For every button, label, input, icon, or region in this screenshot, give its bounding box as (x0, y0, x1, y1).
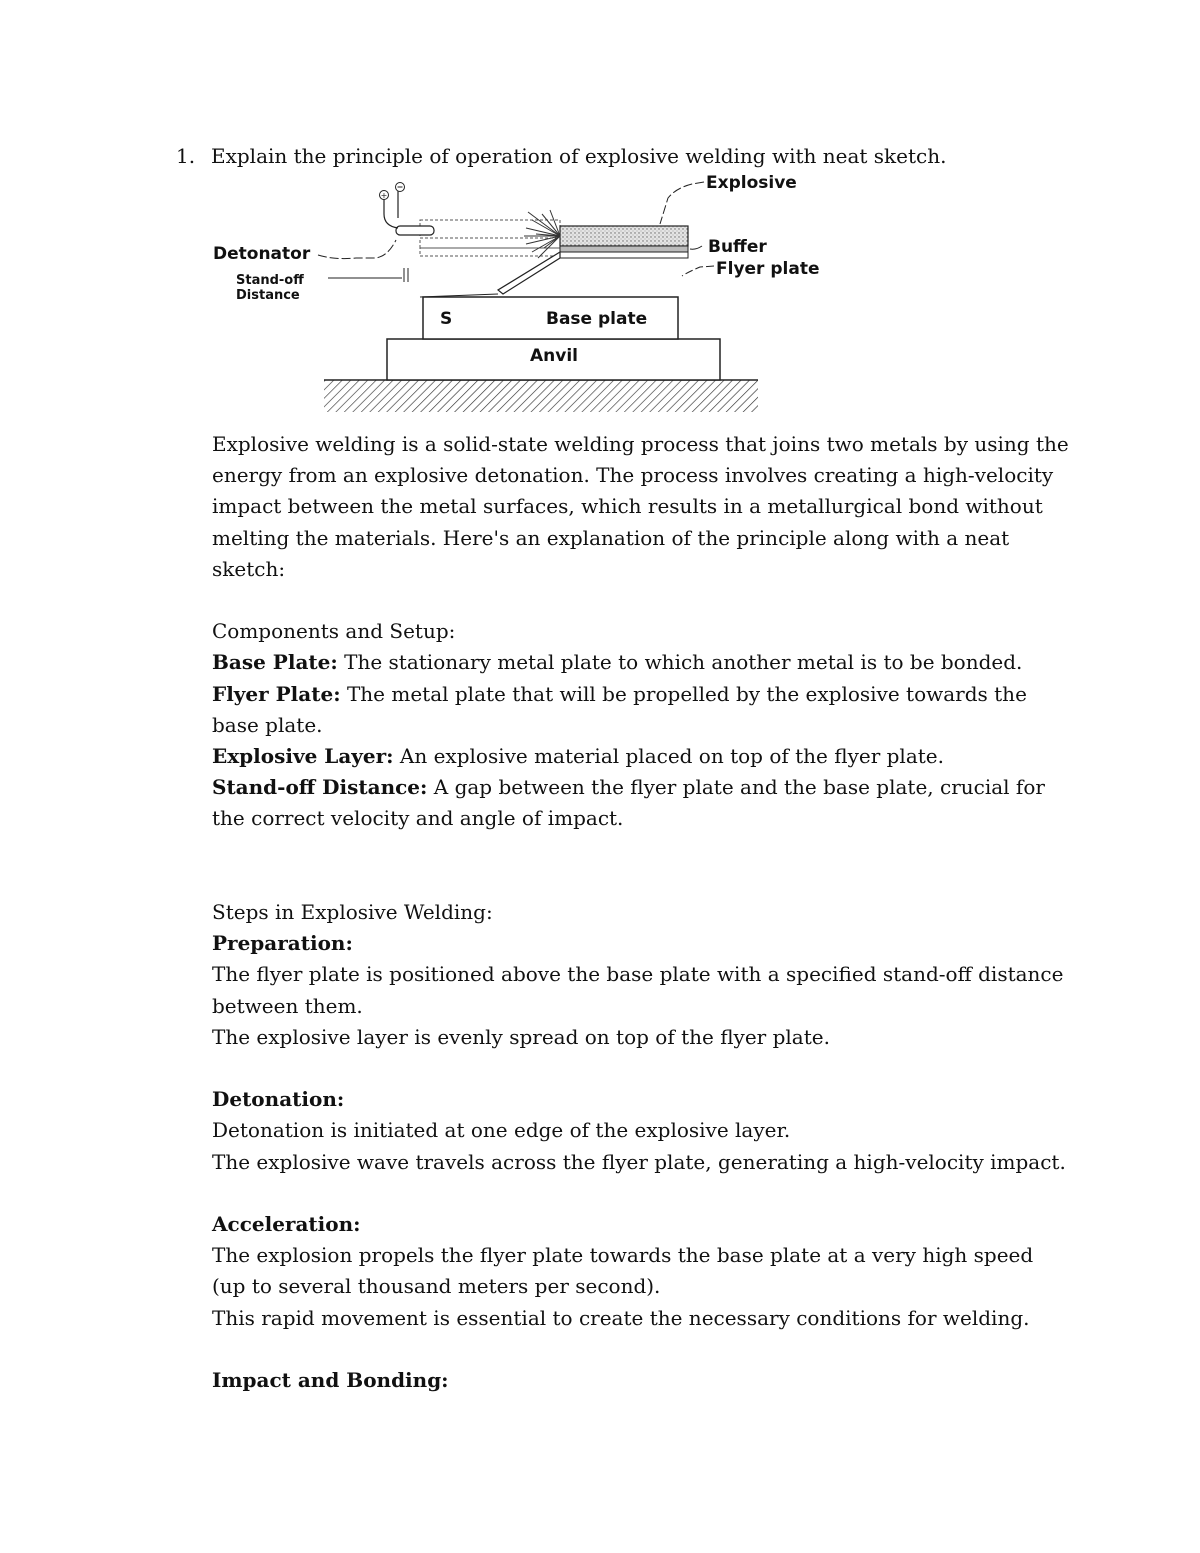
component-text: The metal plate that will be propelled by the explosive towards the base plate. (212, 681, 1027, 737)
buffer-leader (690, 246, 702, 249)
anvil-label: Anvil (530, 346, 578, 366)
step-title-preparation: Preparation: (212, 931, 353, 956)
step-title-impact-bonding: Impact and Bonding: (212, 1368, 449, 1393)
buffer-label: Buffer (708, 237, 767, 257)
step-line: Detonation is initiated at one edge of the explosive layer. (212, 1118, 791, 1143)
step-title-detonation: Detonation: (212, 1087, 345, 1112)
s-label: S (440, 309, 453, 329)
detonator-cap (396, 226, 434, 235)
detonation-burst (524, 210, 560, 258)
step-line: The explosive wave travels across the flyer plate, generating a high-velocity impact. (212, 1149, 1066, 1174)
detonator-leader (318, 240, 396, 259)
flyer-plate-layer (560, 252, 688, 258)
spacer (212, 585, 1072, 616)
component-text: A gap between the flyer plate and the base plate, crucial for the correct velocity and angle of impact. (212, 775, 1045, 831)
component-flyer-plate (212, 679, 1072, 741)
flyer-original-outline (420, 248, 560, 256)
component-label: Explosive Layer: (212, 744, 394, 769)
question-text: Explain the principle of operation of explosive welding with neat sketch. (211, 144, 947, 168)
step-line: The flyer plate is positioned above the base plate with a specified stand-off distance between them. (212, 962, 1064, 1018)
step-line: The explosive layer is evenly spread on top of the flyer plate. (212, 1024, 830, 1049)
steps-heading: Steps in Explosive Welding: (212, 900, 493, 925)
question-number: 1. (176, 144, 196, 168)
step-title-acceleration: Acceleration: (212, 1212, 361, 1237)
explosive-leader (660, 182, 704, 224)
component-label: Stand-off Distance: (212, 775, 428, 800)
bent-flyer-plate (498, 252, 560, 294)
buffer-original-outline (420, 238, 560, 248)
spacer (212, 1178, 1072, 1209)
flyer-plate-label: Flyer plate (716, 259, 820, 279)
spacer (212, 835, 1072, 897)
document-body (212, 429, 1072, 1396)
component-standoff-distance (212, 772, 1072, 834)
standoff-label-line2: Distance (236, 288, 300, 303)
spacer (212, 1053, 1072, 1084)
component-base-plate (212, 647, 1072, 678)
flyer-leader (682, 266, 714, 276)
step-line: The explosion propels the flyer plate towards the base plate at a very high speed (up to several thousand meters per second). (212, 1243, 1034, 1299)
components-heading: Components and Setup: (212, 619, 456, 644)
explosive-welding-figure (206, 168, 846, 418)
component-text: An explosive material placed on top of the flyer plate. (393, 744, 944, 769)
detonator-wire (384, 198, 398, 228)
explosive-layer (560, 226, 688, 246)
detonator-label: Detonator (213, 244, 311, 264)
ground-hatch (324, 380, 758, 412)
step-line: This rapid movement is essential to create the necessary conditions for welding. (212, 1305, 1030, 1330)
component-text: The stationary metal plate to which another metal is to be bonded. (337, 650, 1023, 675)
standoff-label-line1: Stand-off (236, 273, 304, 288)
buffer-layer (560, 246, 688, 252)
component-explosive-layer (212, 741, 1072, 772)
explosive-label: Explosive (706, 173, 797, 193)
spacer (212, 1334, 1072, 1365)
intro-paragraph: Explosive welding is a solid-state welding process that joins two metals by using the energy from an explosive detonation. The process involves creating a high-velocity impact between the metal surfaces, which results in a metallurgical bond without melting the materials. Here's an explanation of the principle along with a neat sketch: (212, 432, 1069, 581)
question-line (176, 142, 946, 170)
plus-sign-icon: + (380, 191, 388, 200)
base-plate-label: Base plate (546, 309, 648, 329)
component-label: Flyer Plate: (212, 681, 341, 706)
component-label: Base Plate: (212, 650, 338, 675)
explosive-welding-diagram (206, 168, 846, 418)
explosive-original-outline (420, 220, 560, 238)
